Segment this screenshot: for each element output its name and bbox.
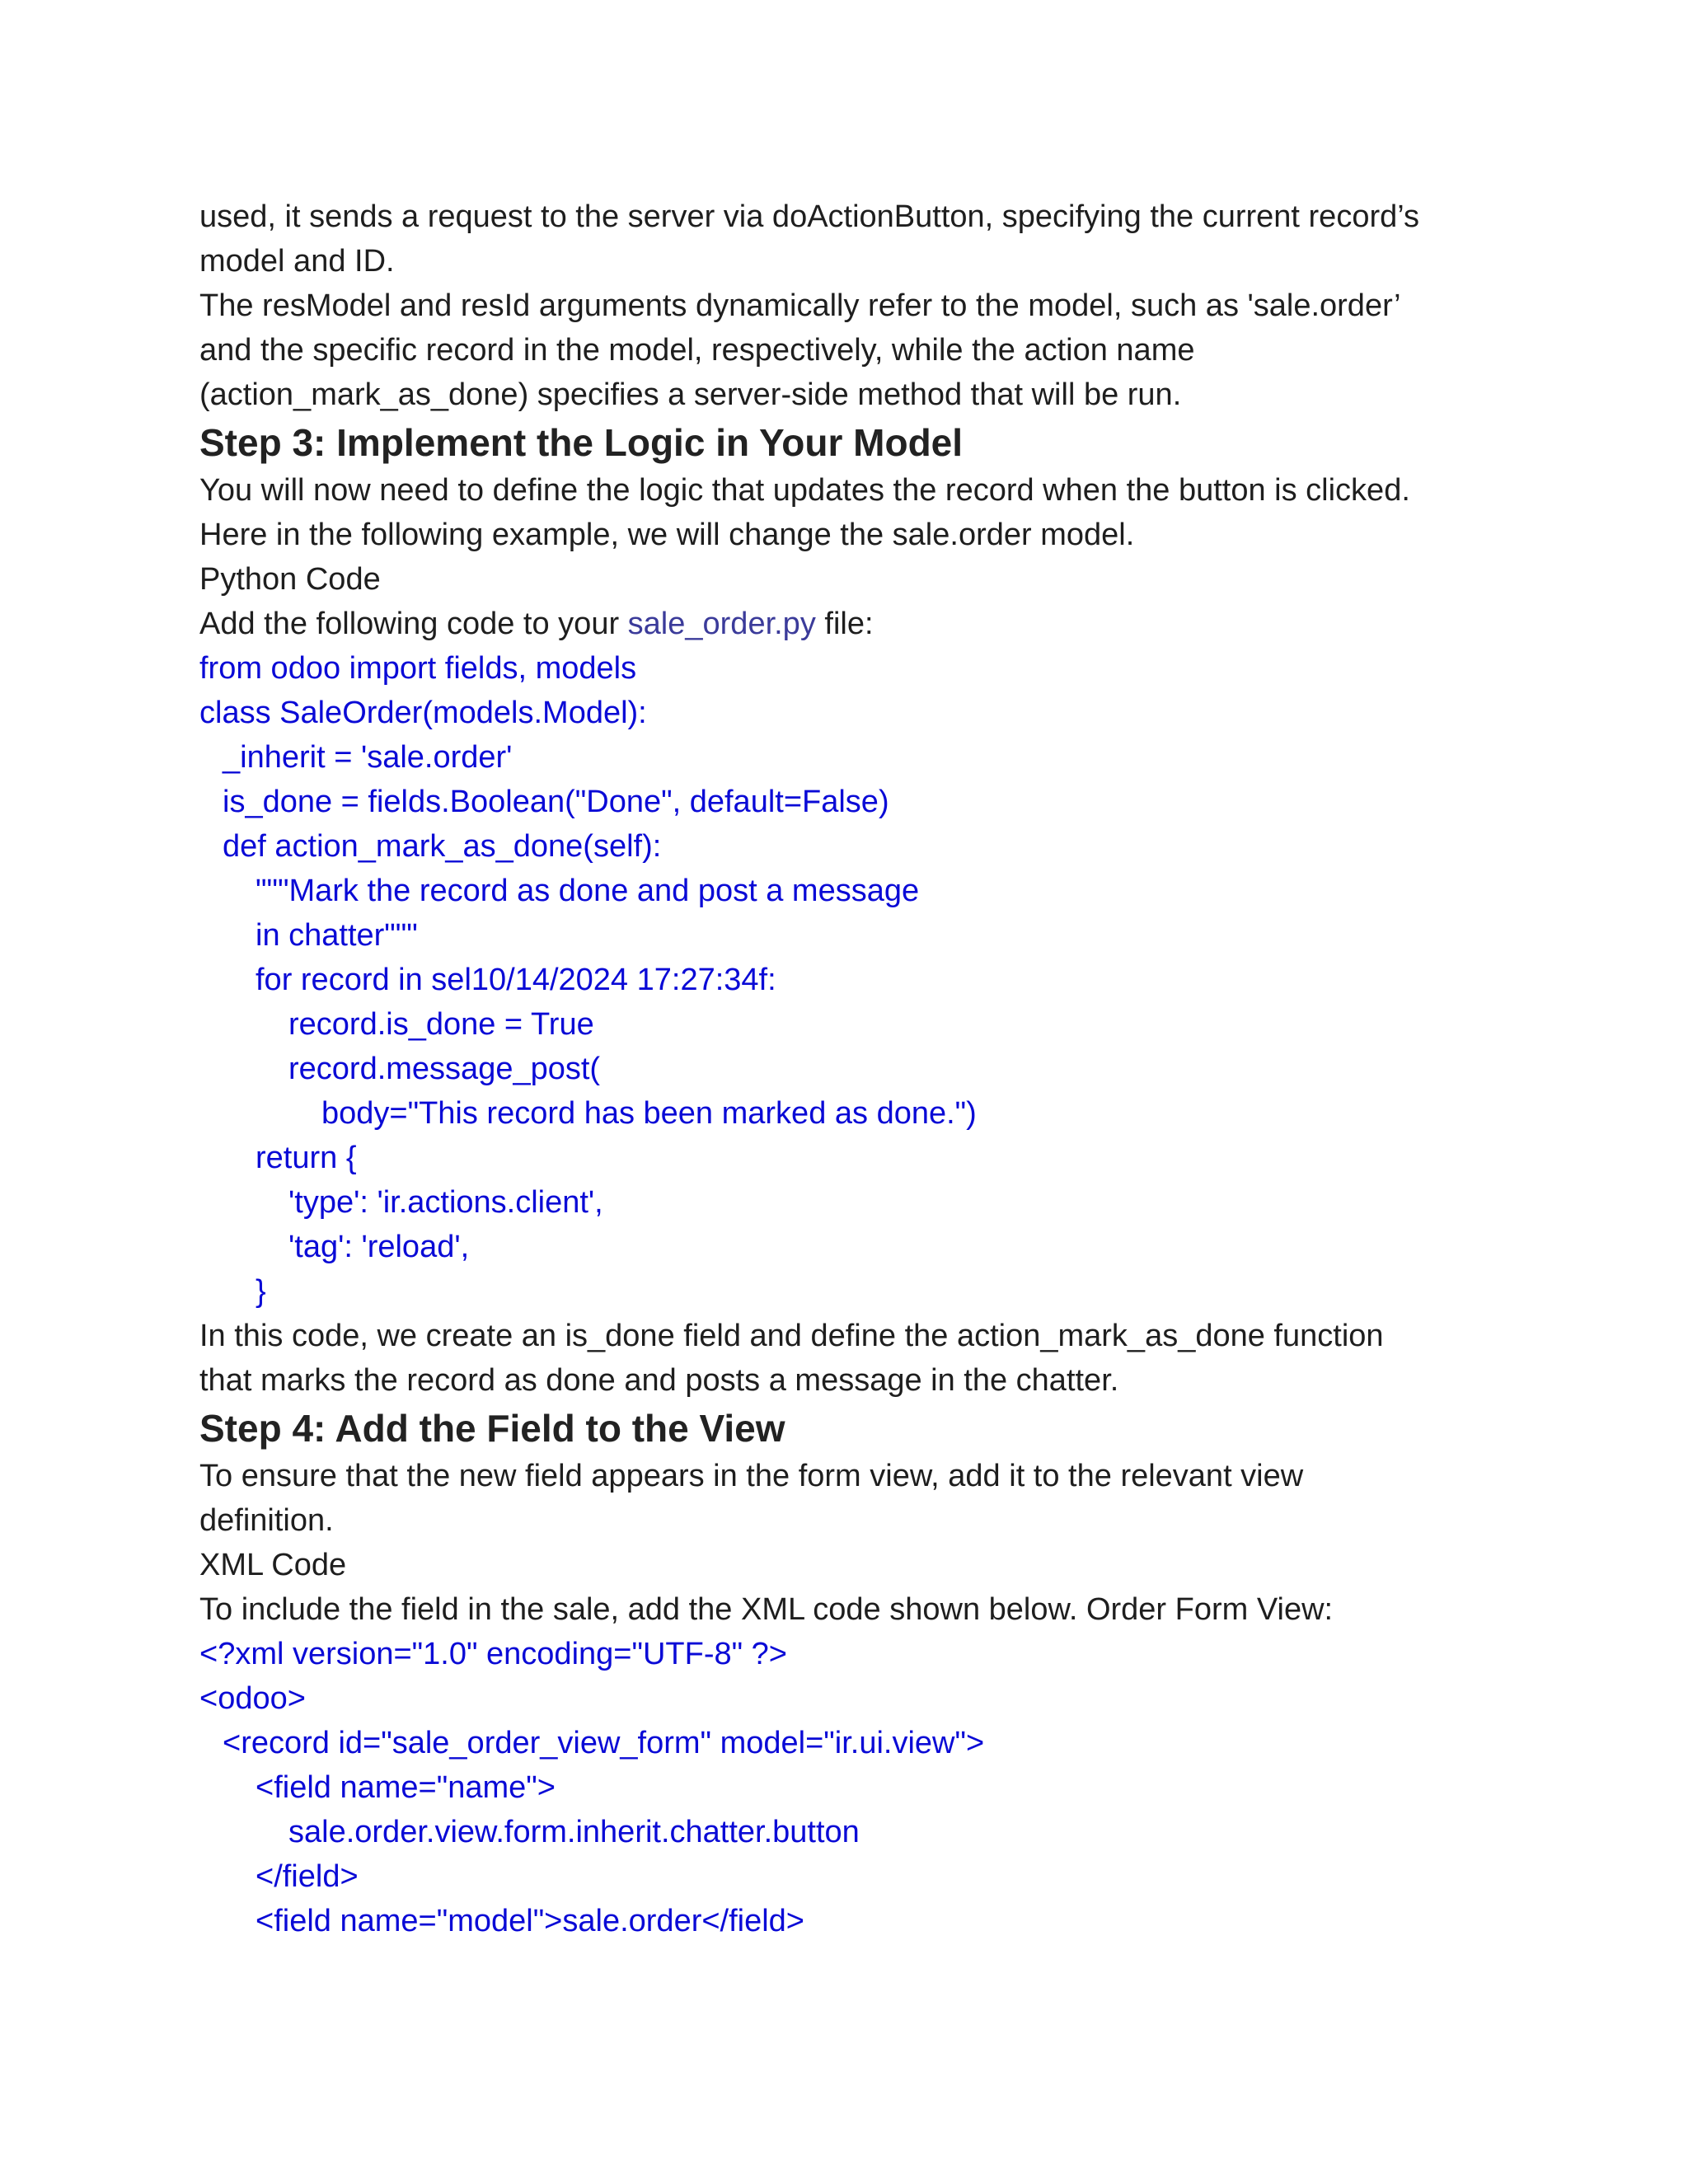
step4-heading: Step 4: Add the Field to the View [199, 1407, 785, 1450]
intro-line-4: and the specific record in the model, respectively, while the action name [199, 333, 1195, 368]
python-code-label: Python Code [199, 562, 381, 597]
document-page [199, 194, 1518, 1943]
code-line: <?xml version="1.0" encoding="UTF-8" ?> [199, 1637, 787, 1671]
code-line: record.message_post( [288, 1052, 601, 1086]
step3-after-paragraph-2: that marks the record as done and posts a message in the chatter. [199, 1363, 1119, 1398]
code-line: return { [256, 1141, 357, 1175]
code-line: _inherit = 'sale.order' [223, 740, 513, 775]
code-line: sale.order.view.form.inherit.chatter.button [288, 1815, 860, 1849]
code-line: record.is_done = True [288, 1007, 594, 1042]
code-line: } [256, 1274, 266, 1309]
code-line: """Mark the record as done and post a message [256, 874, 920, 908]
code-line: in chatter""" [256, 918, 418, 953]
code-line: is_done = fields.Boolean("Done", default=False) [223, 785, 889, 819]
intro-line-3: The resModel and resId arguments dynamically refer to the model, such as 'sale.order’ [199, 288, 1401, 323]
step3-paragraph-2: Here in the following example, we will change the sale.order model. [199, 518, 1135, 552]
add-code-instruction [199, 602, 1518, 646]
code-line: </field> [256, 1859, 359, 1894]
step3-heading: Step 3: Implement the Logic in Your Model [199, 421, 964, 464]
add-code-prefix: Add the following code to your [199, 607, 628, 641]
step3-after-paragraph-1: In this code, we create an is_done field and define the action_mark_as_done function [199, 1319, 1384, 1353]
intro-line-2: model and ID. [199, 244, 395, 279]
code-line: class SaleOrder(models.Model): [199, 696, 647, 730]
xml-code-block [199, 1632, 1518, 1943]
step4-paragraph-2: definition. [199, 1503, 334, 1538]
step4-paragraph-3: To include the field in the sale, add the XML code shown below. Order Form View: [199, 1592, 1334, 1627]
intro-line-5: (action_mark_as_done) specifies a server-side method that will be run. [199, 377, 1182, 412]
step4-paragraph-1: To ensure that the new field appears in the form view, add it to the relevant view [199, 1459, 1304, 1493]
code-line: <odoo> [199, 1681, 306, 1716]
python-code-block [199, 646, 1518, 1314]
code-line: <record id="sale_order_view_form" model="ir.ui.view"> [223, 1726, 985, 1760]
code-line: 'type': 'ir.actions.client', [288, 1185, 603, 1220]
xml-code-label: XML Code [199, 1548, 347, 1582]
code-line: from odoo import fields, models [199, 651, 637, 686]
code-line: 'tag': 'reload', [288, 1230, 470, 1264]
step3-paragraph-1: You will now need to define the logic that updates the record when the button is clicked. [199, 473, 1410, 508]
code-line: body="This record has been marked as done.") [321, 1096, 977, 1131]
file-name-link[interactable]: sale_order.py [627, 607, 816, 641]
code-line: <field name="name"> [256, 1770, 556, 1805]
code-line: <field name="model">sale.order</field> [256, 1904, 805, 1938]
code-line: for record in sel10/14/2024 17:27:34f: [256, 963, 776, 997]
add-code-suffix: file: [815, 607, 874, 641]
intro-line-1: used, it sends a request to the server via doActionButton, specifying the current record’s [199, 199, 1419, 234]
code-line: def action_mark_as_done(self): [223, 829, 662, 864]
